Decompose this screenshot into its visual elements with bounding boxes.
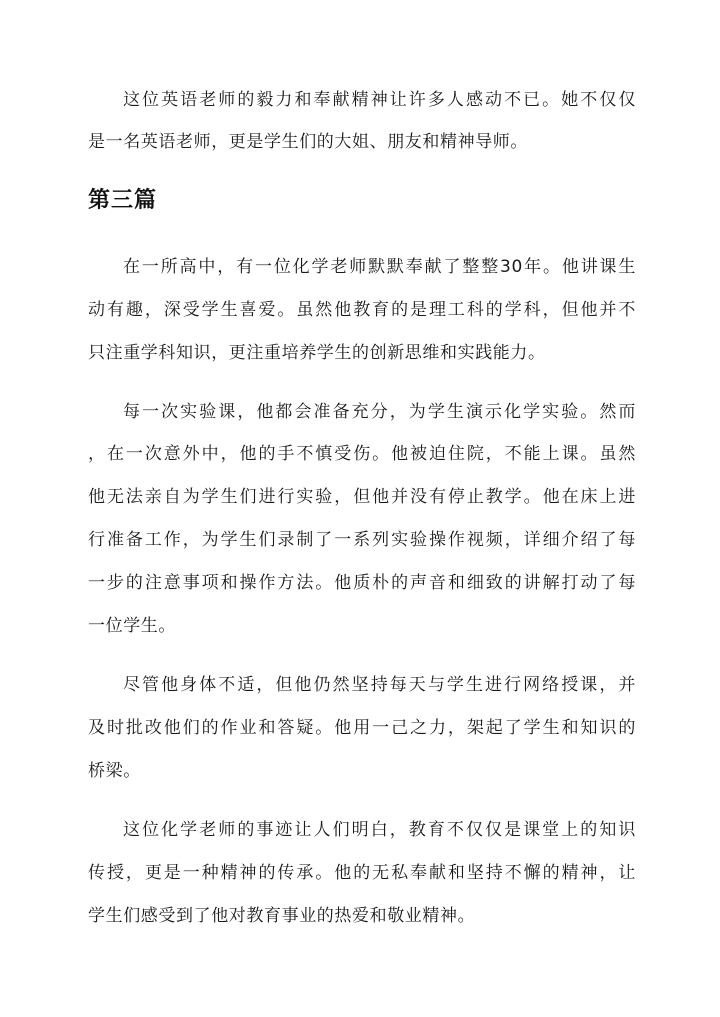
- paragraph-2-line-4: 行准备工作，为学生们录制了一系列实验操作视频，详细介绍了每: [88, 530, 636, 550]
- paragraph-3-line-2: 及时批改他们的作业和答疑。他用一己之力，架起了学生和知识的: [88, 718, 636, 738]
- paragraph-2-line-5: 一步的注意事项和操作方法。他质朴的声音和细致的讲解打动了每: [88, 573, 636, 593]
- paragraph-4-line-2: 传授，更是一种精神的传承。他的无私奉献和坚持不懈的精神，让: [88, 863, 636, 883]
- paragraph-4-line-3: 学生们感受到了他对教育事业的热爱和敬业精神。: [88, 906, 476, 926]
- paragraph-2-line-6: 一位学生。: [88, 616, 176, 636]
- section-title: 第三篇: [88, 187, 158, 213]
- paragraph-3-line-3: 桥梁。: [88, 761, 141, 781]
- paragraph-2-line-2: ，在一次意外中，他的手不慎受伤。他被迫住院，不能上课。虽然: [88, 444, 636, 464]
- paragraph-1-line-3: 只注重学科知识，更注重培养学生的创新思维和实践能力。: [88, 343, 546, 363]
- paragraph-1-line-2: 动有趣，深受学生喜爱。虽然他教育的是理工科的学科，但他并不: [88, 300, 636, 320]
- intro-line-1: 这位英语老师的毅力和奉献精神让许多人感动不已。她不仅仅: [123, 90, 636, 110]
- paragraph-3-line-1: 尽管他身体不适，但他仍然坚持每天与学生进行网络授课，并: [123, 675, 636, 695]
- paragraph-4-line-1: 这位化学老师的事迹让人们明白，教育不仅仅是课堂上的知识: [123, 820, 636, 840]
- paragraph-2-line-1: 每一次实验课，他都会准备充分，为学生演示化学实验。然而: [123, 402, 636, 422]
- intro-line-2: 是一名英语老师，更是学生们的大姐、朋友和精神导师。: [88, 132, 528, 152]
- paragraph-1-line-1: 在一所高中，有一位化学老师默默奉献了整整30年。他讲课生: [123, 257, 636, 277]
- paragraph-2-line-3: 他无法亲自为学生们进行实验，但他并没有停止教学。他在床上进: [88, 487, 636, 507]
